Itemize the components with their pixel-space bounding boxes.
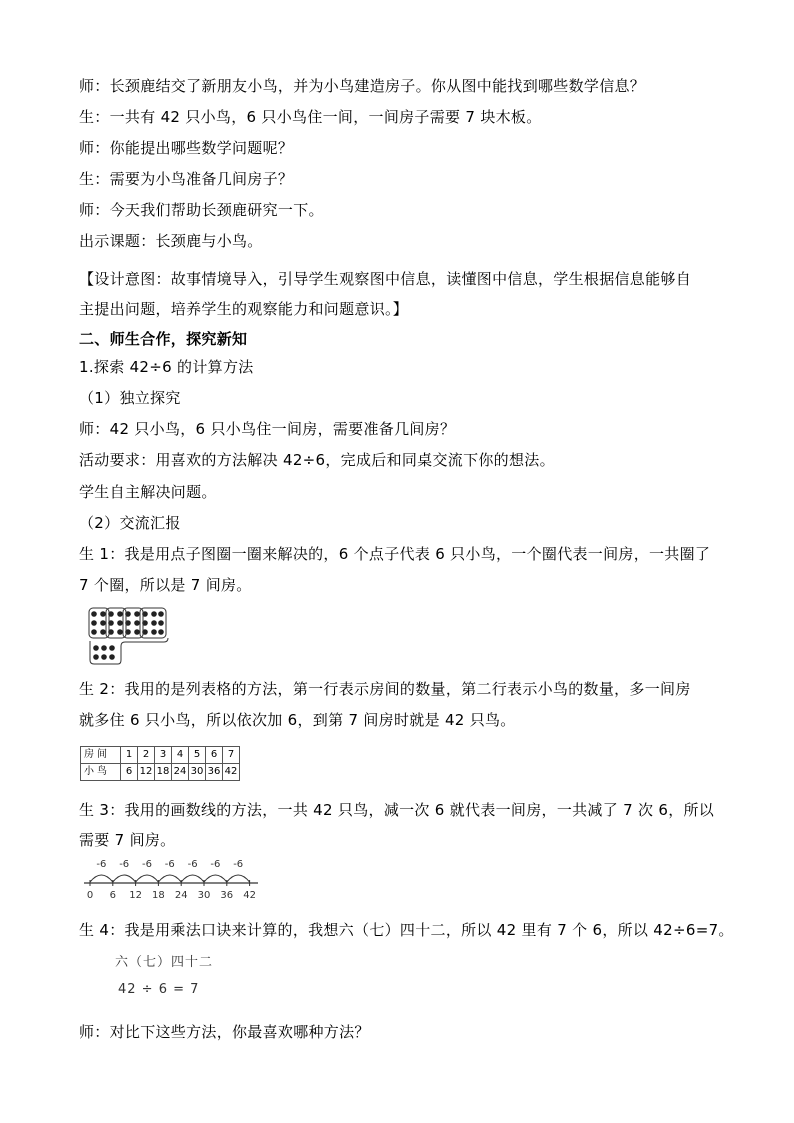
number-line-diagram <box>82 856 262 902</box>
number-line-label: 36 <box>220 890 234 901</box>
student4-line: 生 4：我是用乘法口诀来计算的，我想六（七）四十二，所以 42 里有 7 个 6，所以 42÷6=7。 <box>79 921 734 939</box>
paragraph-line-12: 师：42 只小鸟，6 只小鸟住一间房，需要准备几间房？ <box>79 420 456 438</box>
dot <box>151 629 157 635</box>
table-cell: 4 <box>172 747 189 764</box>
jump-label: -6 <box>142 859 152 870</box>
dot <box>117 620 123 626</box>
jump-arc <box>113 875 136 882</box>
design-intent-line-1: 【设计意图：故事情境导入，引导学生观察图中信息，读懂图中信息，学生根据信息能够自 <box>79 270 692 288</box>
jump-label: -6 <box>96 859 107 870</box>
jump-arc <box>204 875 227 882</box>
jump-arc <box>181 875 204 882</box>
jump-arc <box>136 875 159 882</box>
number-line-label: 12 <box>129 890 142 901</box>
dot <box>100 629 106 635</box>
jump-label: -6 <box>119 859 130 870</box>
number-line-label: 0 <box>86 890 94 901</box>
student1-line-2: 7 个圈，所以是 7 间房。 <box>79 576 252 594</box>
table-cell: 18 <box>155 764 172 781</box>
jump-arc <box>158 875 181 882</box>
student2-line-1: 生 2：我用的是列表格的方法，第一行表示房间的数量，第二行表示小鸟的数量，多一间房 <box>79 680 691 698</box>
jump-arc <box>90 875 113 882</box>
dot-grouping-diagram <box>88 606 172 666</box>
dot <box>117 611 123 617</box>
jump-label: -6 <box>210 859 221 870</box>
table-header-rooms: 房间 <box>81 747 121 764</box>
teacher-question-line: 师：对比下这些方法，你最喜欢哪种方法？ <box>79 1023 370 1041</box>
table-cell: 1 <box>121 747 138 764</box>
table-row-rooms <box>81 747 240 764</box>
dot <box>151 611 157 617</box>
table-cell: 42 <box>223 764 240 781</box>
dot <box>158 620 164 626</box>
jump-label: -6 <box>187 859 198 870</box>
paragraph-line-6: 出示课题：长颈鹿与小鸟。 <box>79 232 263 250</box>
dot <box>93 654 99 660</box>
dot <box>158 611 164 617</box>
table-cell: 2 <box>138 747 155 764</box>
table-row-birds <box>81 764 240 781</box>
dot <box>91 620 97 626</box>
paragraph-line-5: 师：今天我们帮助长颈鹿研究一下。 <box>79 201 324 219</box>
paragraph-line-3: 师：你能提出哪些数学问题呢？ <box>79 139 294 157</box>
jump-arc <box>227 875 250 882</box>
step-heading-2: （2）交流汇报 <box>79 514 181 532</box>
handwritten-equation: 42 ÷ 6 = 7 <box>118 982 200 997</box>
dot <box>134 620 140 626</box>
design-intent-line-2: 主提出问题，培养学生的观察能力和问题意识。】 <box>79 300 409 318</box>
paragraph-line-4: 生：需要为小鸟准备几间房子？ <box>79 170 294 188</box>
paragraph-line-14: 学生自主解决问题。 <box>79 483 217 501</box>
table-cell: 12 <box>138 764 155 781</box>
table-cell: 7 <box>223 747 240 764</box>
number-line-label: 30 <box>197 890 211 901</box>
rooms-birds-table <box>80 746 240 781</box>
jump-label: -6 <box>164 859 175 870</box>
number-line-label: 42 <box>243 890 256 901</box>
paragraph-line-2: 生：一共有 42 只小鸟，6 只小鸟住一间，一间房子需要 7 块木板。 <box>79 108 542 126</box>
dot <box>134 611 140 617</box>
dot <box>100 611 106 617</box>
dot <box>101 654 107 660</box>
dot <box>91 629 97 635</box>
table-cell: 30 <box>189 764 206 781</box>
student3-line-2: 需要 7 间房。 <box>79 831 176 849</box>
table-cell: 6 <box>121 764 138 781</box>
number-line-label: 6 <box>109 890 116 901</box>
jump-label: -6 <box>233 859 244 870</box>
step-heading-1: （1）独立探究 <box>79 389 181 407</box>
table-cell: 6 <box>206 747 223 764</box>
handwritten-rhyme: 六（七）四十二 <box>115 955 214 970</box>
table-cell: 5 <box>189 747 206 764</box>
dot <box>100 620 106 626</box>
dot <box>151 620 157 626</box>
table-cell: 36 <box>206 764 223 781</box>
dot <box>109 645 115 651</box>
student2-line-2: 就多住 6 只小鸟，所以依次加 6，到第 7 间房时就是 42 只鸟。 <box>79 711 516 729</box>
table-cell: 3 <box>155 747 172 764</box>
student3-line-1: 生 3：我用的画数线的方法，一共 42 只鸟，减一次 6 就代表一间房，一共减了 7 次 6，所以 <box>79 801 715 819</box>
dot-grid <box>91 611 164 660</box>
paragraph-line-1: 师：长颈鹿结交了新朋友小鸟，并为小鸟建造房子。你从图中能找到哪些数学信息？ <box>79 77 646 95</box>
number-line-label: 18 <box>152 890 165 901</box>
dot <box>117 629 123 635</box>
table-header-birds: 小鸟 <box>81 764 121 781</box>
subsection-heading: 1.探索 42÷6 的计算方法 <box>79 358 254 376</box>
dot <box>134 629 140 635</box>
dot <box>101 645 107 651</box>
number-line-label: 24 <box>174 890 188 901</box>
dot <box>158 629 164 635</box>
student1-line-1: 生 1：我是用点子图圈一圈来解决的，6 个点子代表 6 只小鸟，一个圈代表一间房，一共圈了 <box>79 545 711 563</box>
paragraph-line-13: 活动要求：用喜欢的方法解决 42÷6，完成后和同桌交流下你的想法。 <box>79 451 555 469</box>
dot <box>93 645 99 651</box>
dot <box>91 611 97 617</box>
dot <box>109 654 115 660</box>
section-heading: 二、师生合作，探究新知 <box>79 330 248 348</box>
table-cell: 24 <box>172 764 189 781</box>
